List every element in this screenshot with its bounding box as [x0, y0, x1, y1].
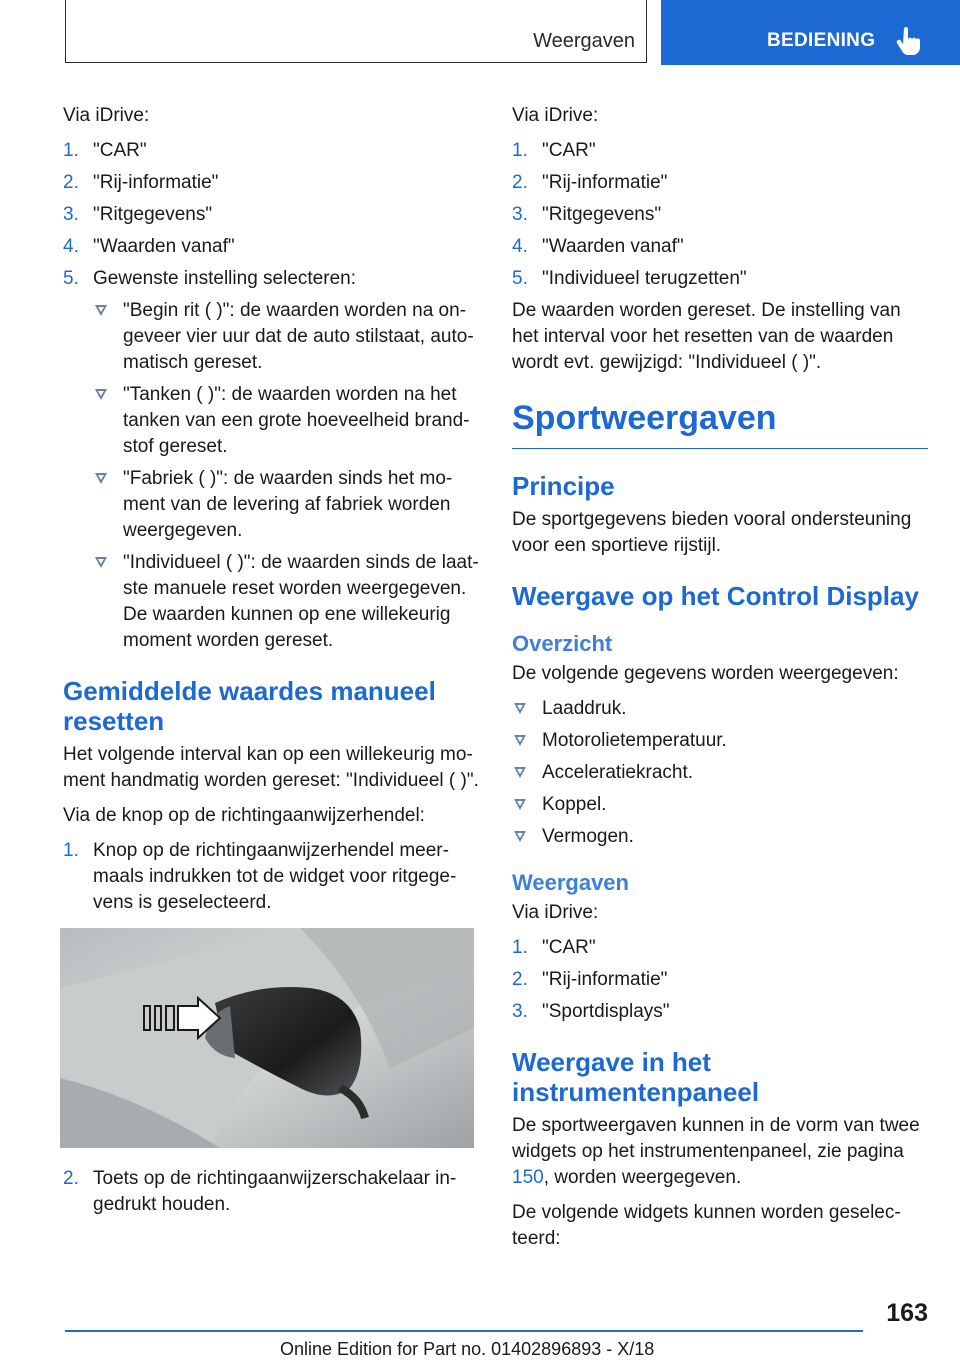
list-item — [63, 266, 479, 292]
list-item — [63, 202, 479, 228]
footer-divider — [65, 1330, 863, 1332]
step-number: 3. — [512, 1001, 528, 1022]
page-header — [0, 0, 960, 66]
heading-principe: Principe — [512, 471, 615, 501]
list-item — [512, 792, 928, 818]
triangle-bullet-icon — [514, 831, 526, 842]
heading-control-display: Weergave op het Control Display — [512, 581, 919, 611]
option-text: "Tanken ( )": de waarden worden na het tanken van een grote hoeveelheid brandstof gereset. — [123, 384, 470, 457]
triangle-bullet-icon — [95, 305, 107, 316]
list-item — [63, 234, 479, 260]
list-item — [512, 999, 928, 1025]
list-item — [512, 728, 928, 754]
via-knop-label: Via de knop op de richtingaanwijzerhendel: — [63, 805, 425, 826]
list-item — [512, 170, 928, 196]
step-number: 2. — [63, 172, 79, 193]
hand-pointer-icon — [895, 26, 923, 56]
step-text: "Ritgegevens" — [542, 204, 662, 225]
step-text: Knop op de richtingaanwijzerhendel meermaals indrukken tot de widget voor ritgegevens is geselecteerd. — [93, 840, 457, 913]
step-text: "Rij-informatie" — [542, 172, 668, 193]
list-item — [512, 202, 928, 228]
left-column — [63, 103, 479, 1224]
overzicht-text: De volgende gegevens worden weergegeven: — [512, 663, 899, 684]
data-item-text: Laaddruk. — [542, 698, 627, 719]
step-text: "Rij-informatie" — [93, 172, 219, 193]
via-idrive-label: Via iDrive: — [512, 902, 599, 923]
step-number: 1. — [63, 840, 79, 861]
step-text: "Rij-informatie" — [542, 969, 668, 990]
data-item-text: Koppel. — [542, 794, 607, 815]
heading-overzicht: Overzicht — [512, 631, 613, 656]
principe-text: De sportgegevens bieden vooral ondersteuning voor een sportieve rijstijl. — [512, 509, 912, 556]
step-text: "Sportdisplays" — [542, 1001, 670, 1022]
section-title: Weergaven — [533, 30, 635, 52]
edition-footer: Online Edition for Part no. 01402896893 - X/18 — [280, 1339, 655, 1359]
heading-weergaven: Weergaven — [512, 870, 629, 895]
step-text: "Waarden vanaf" — [542, 236, 684, 257]
step-number: 5. — [512, 268, 528, 289]
step-number: 1. — [63, 140, 79, 161]
list-item — [512, 234, 928, 260]
option-text: "Begin rit ( )": de waarden worden na ongeveer vier uur dat de auto stilstaat, automatisch gereset. — [123, 300, 474, 373]
reset-note: De waarden worden gereset. De instelling van het interval voor het resetten van de waarden wordt evt. gewijzigd: "Individueel ( )". — [512, 300, 901, 373]
triangle-bullet-icon — [95, 389, 107, 400]
heading-instrumentenpaneel: Weergave in het instrumentenpaneel — [512, 1047, 760, 1107]
list-item — [63, 838, 479, 916]
step-text: Toets op de richtingaanwijzerschakelaar ingedrukt houden. — [93, 1168, 457, 1215]
step-text: "Waarden vanaf" — [93, 236, 235, 257]
list-item — [512, 967, 928, 993]
triangle-bullet-icon — [514, 767, 526, 778]
step-number: 1. — [512, 140, 528, 161]
idrive-steps — [512, 138, 928, 292]
data-list — [512, 696, 928, 850]
list-item — [93, 550, 479, 654]
list-item — [512, 696, 928, 722]
list-item — [93, 298, 479, 376]
instrument-text: De sportweergaven kunnen in de vorm van twee widgets op het instrumentenpaneel, zie pagina 150, worden weergegeven. — [512, 1115, 920, 1188]
step-number: 3. — [512, 204, 528, 225]
option-text: "Individueel ( )": de waarden sinds de laatste manuele reset worden weergegeven. De waarden kunnen op ene willekeurig moment worden gereset. — [123, 552, 479, 651]
triangle-bullet-icon — [95, 473, 107, 484]
heading-reset: Gemiddelde waardes manueel resetten — [63, 676, 436, 736]
triangle-bullet-icon — [95, 557, 107, 568]
step-text: "Ritgegevens" — [93, 204, 213, 225]
reset-text: Het volgende interval kan op een willekeurig moment handmatig worden gereset: "Individueel ( )". — [63, 744, 479, 791]
option-text: "Fabriek ( )": de waarden sinds het moment van de levering af fabriek worden weergegeven. — [123, 468, 453, 541]
option-list — [93, 298, 479, 654]
step-text: "CAR" — [542, 937, 596, 958]
step-number: 2. — [512, 969, 528, 990]
list-item — [63, 138, 479, 164]
idrive-steps — [63, 138, 479, 292]
step-number: 5. — [63, 268, 79, 289]
list-item — [512, 138, 928, 164]
page-number: 163 — [886, 1299, 928, 1327]
right-column — [512, 103, 928, 1261]
data-item-text: Acceleratiekracht. — [542, 762, 694, 783]
list-item — [93, 382, 479, 460]
list-item — [63, 1166, 479, 1218]
triangle-bullet-icon — [514, 735, 526, 746]
idrive-steps-sport — [512, 935, 928, 1025]
step-number: 2. — [512, 172, 528, 193]
step-number: 2. — [63, 1168, 79, 1189]
data-item-text: Vermogen. — [542, 826, 634, 847]
heading-sportweergaven: Sportweergaven — [512, 398, 928, 449]
chapter-tab[interactable] — [661, 0, 960, 65]
list-item — [512, 266, 928, 292]
step-text: "Individueel terugzetten" — [542, 268, 747, 289]
chapter-tab-label: BEDIENING — [767, 30, 876, 51]
page-link[interactable]: 150 — [512, 1167, 544, 1188]
step-text: "CAR" — [93, 140, 147, 161]
step-text: "CAR" — [542, 140, 596, 161]
data-item-text: Motorolietemperatuur. — [542, 730, 727, 751]
triangle-bullet-icon — [514, 703, 526, 714]
via-idrive-label: Via iDrive: — [512, 105, 599, 126]
after-image-steps — [63, 1166, 479, 1218]
list-item — [512, 824, 928, 850]
list-item — [512, 760, 928, 786]
turn-signal-lever-photo — [60, 928, 474, 1148]
step-number: 3. — [63, 204, 79, 225]
knop-steps — [63, 838, 479, 916]
step-number: 4. — [63, 236, 79, 257]
widgets-text: De volgende widgets kunnen worden geselecteerd: — [512, 1202, 901, 1249]
list-item — [93, 466, 479, 544]
via-idrive-label: Via iDrive: — [63, 105, 150, 126]
triangle-bullet-icon — [514, 799, 526, 810]
step-number: 1. — [512, 937, 528, 958]
list-item — [512, 935, 928, 961]
step-text: Gewenste instelling selecteren: — [93, 268, 356, 289]
list-item — [63, 170, 479, 196]
step-number: 4. — [512, 236, 528, 257]
